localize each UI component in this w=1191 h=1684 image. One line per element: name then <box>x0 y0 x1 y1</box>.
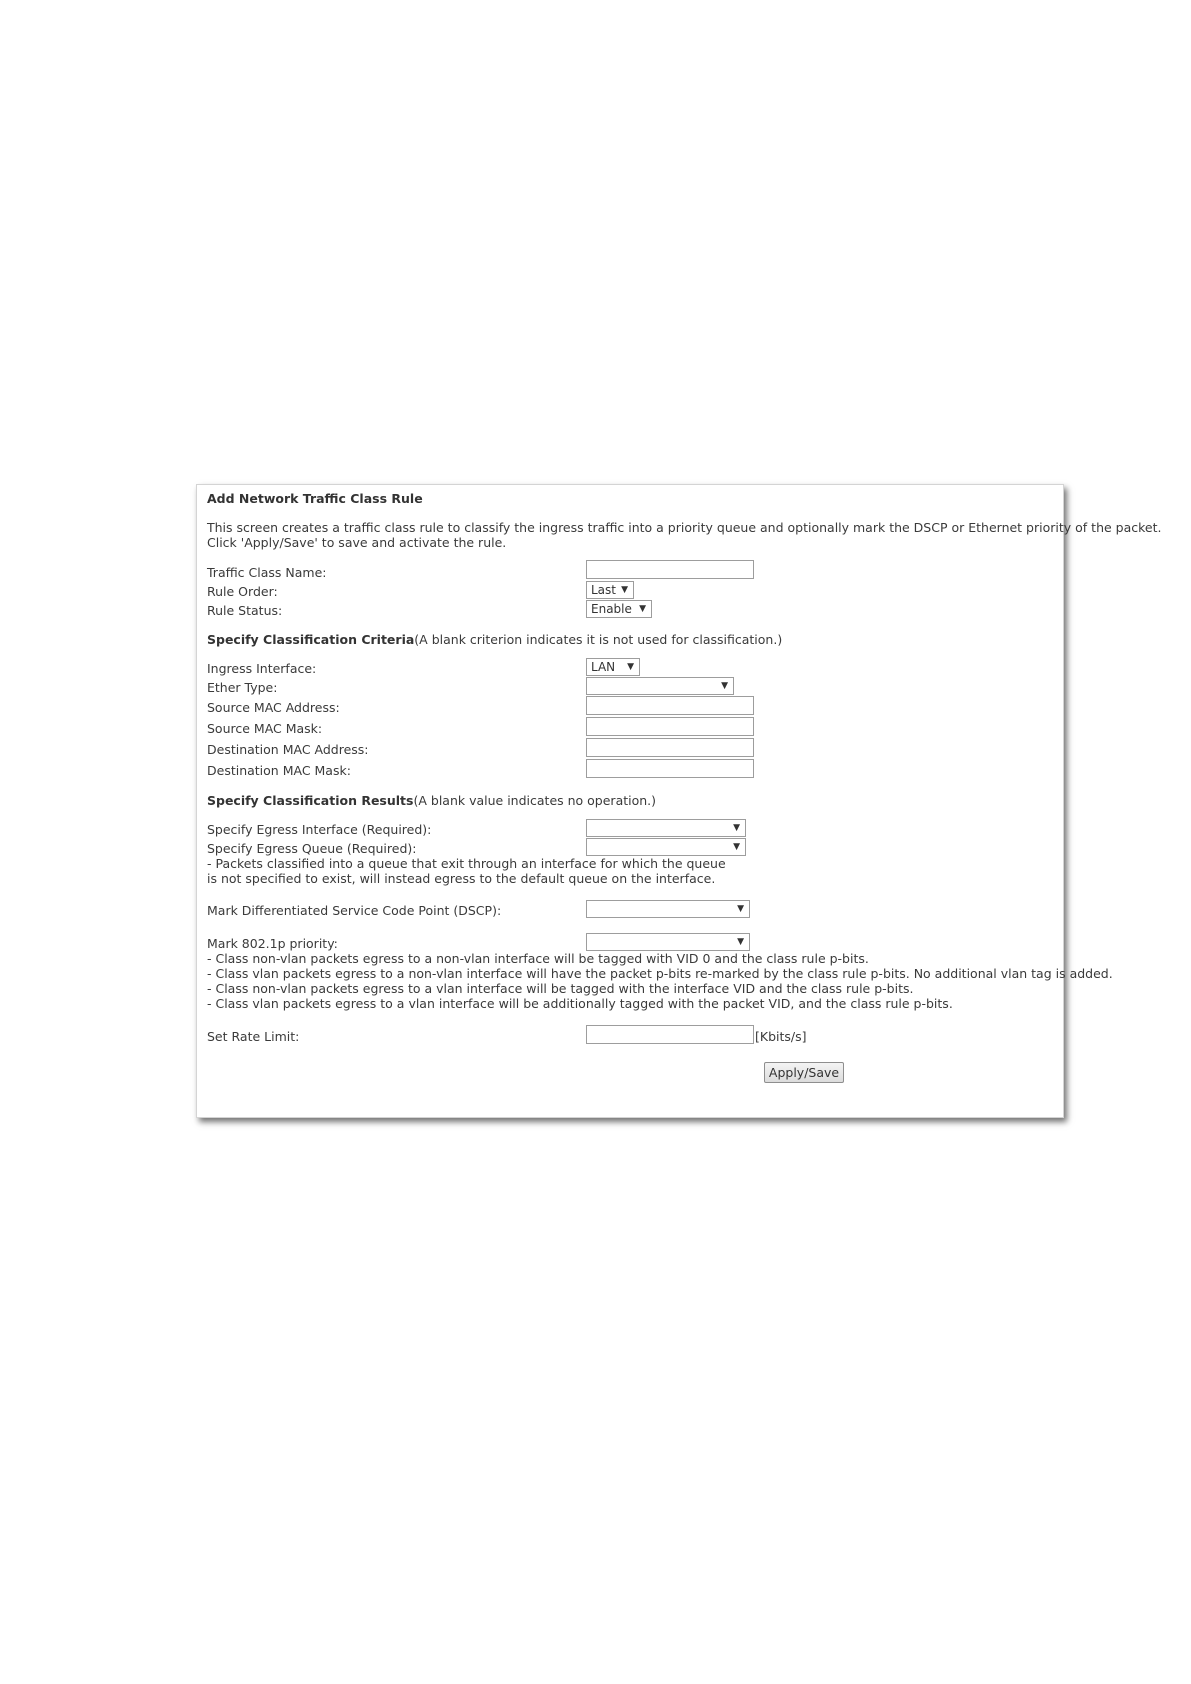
intro-line-1: This screen creates a traffic class rule to classify the ingress traffic into a priority queue and optionally mark the DSCP or Ethernet priority of the packet. <box>207 520 1162 535</box>
ingress-interface-label: Ingress Interface: <box>207 661 317 676</box>
ingress-interface-select[interactable] <box>586 658 640 676</box>
priority-note: - Class vlan packets egress to a vlan interface will be additionally tagged with the packet VID, and the class rule p-bits. <box>207 996 953 1011</box>
triangle-down-icon: ▼ <box>733 842 740 852</box>
traffic-class-rule-panel <box>196 484 1162 1118</box>
rate-limit-label: Set Rate Limit: <box>207 1029 300 1044</box>
criteria-heading-row <box>207 632 782 647</box>
destination-mac-address-input[interactable] <box>586 738 754 757</box>
egress-queue-select[interactable] <box>586 838 746 856</box>
priority-label: Mark 802.1p priority: <box>207 936 338 951</box>
criteria-note: (A blank criterion indicates it is not used for classification.) <box>414 632 783 647</box>
dscp-label: Mark Differentiated Service Code Point (DSCP): <box>207 903 502 918</box>
dscp-select[interactable] <box>586 900 750 918</box>
rule-status-label: Rule Status: <box>207 603 283 618</box>
destination-mac-mask-label: Destination MAC Mask: <box>207 763 351 778</box>
results-note: (A blank value indicates no operation.) <box>413 793 657 808</box>
rule-order-label: Rule Order: <box>207 584 278 599</box>
priority-note: - Class vlan packets egress to a non-vlan interface will have the packet p-bits re-marked by the class rule p-bits. No additional vlan tag is added. <box>207 966 1113 981</box>
queue-note-line-2: is not specified to exist, will instead egress to the default queue on the interface. <box>207 871 716 886</box>
intro-line-2: Click 'Apply/Save' to save and activate the rule. <box>207 535 507 550</box>
triangle-down-icon: ▼ <box>721 681 728 691</box>
priority-note: - Class non-vlan packets egress to a vlan interface will be tagged with the interface VID and the class rule p-bits. <box>207 981 914 996</box>
egress-interface-label: Specify Egress Interface (Required): <box>207 822 432 837</box>
ether-type-select[interactable] <box>586 677 734 695</box>
triangle-down-icon: ▼ <box>621 585 628 595</box>
rule-status-value: Enable <box>591 602 632 616</box>
priority-note: - Class non-vlan packets egress to a non-vlan interface will be tagged with VID 0 and the class rule p-bits. <box>207 951 869 966</box>
triangle-down-icon: ▼ <box>737 904 744 914</box>
triangle-down-icon: ▼ <box>733 823 740 833</box>
destination-mac-address-label: Destination MAC Address: <box>207 742 369 757</box>
rate-limit-unit: [Kbits/s] <box>755 1029 807 1044</box>
destination-mac-mask-input[interactable] <box>586 759 754 778</box>
traffic-class-name-input[interactable] <box>586 560 754 579</box>
rule-order-select[interactable] <box>586 581 634 599</box>
criteria-heading: Specify Classification Criteria <box>207 632 415 647</box>
source-mac-mask-input[interactable] <box>586 717 754 736</box>
egress-interface-select[interactable] <box>586 819 746 837</box>
rate-limit-input[interactable] <box>586 1025 754 1044</box>
apply-save-button[interactable]: Apply/Save <box>764 1062 844 1083</box>
triangle-down-icon: ▼ <box>639 604 646 614</box>
results-heading: Specify Classification Results <box>207 793 414 808</box>
rule-order-value: Last <box>591 583 616 597</box>
ether-type-label: Ether Type: <box>207 680 278 695</box>
triangle-down-icon: ▼ <box>737 937 744 947</box>
priority-select[interactable] <box>586 933 750 951</box>
results-heading-row <box>207 793 656 808</box>
egress-queue-label: Specify Egress Queue (Required): <box>207 841 417 856</box>
ingress-interface-value: LAN <box>591 660 616 674</box>
traffic-class-name-label: Traffic Class Name: <box>207 565 327 580</box>
source-mac-address-input[interactable] <box>586 696 754 715</box>
queue-note-line-1: - Packets classified into a queue that exit through an interface for which the queue <box>207 856 726 871</box>
source-mac-mask-label: Source MAC Mask: <box>207 721 323 736</box>
page-title: Add Network Traffic Class Rule <box>207 491 423 506</box>
rule-status-select[interactable] <box>586 600 652 618</box>
triangle-down-icon: ▼ <box>627 662 634 672</box>
source-mac-address-label: Source MAC Address: <box>207 700 340 715</box>
